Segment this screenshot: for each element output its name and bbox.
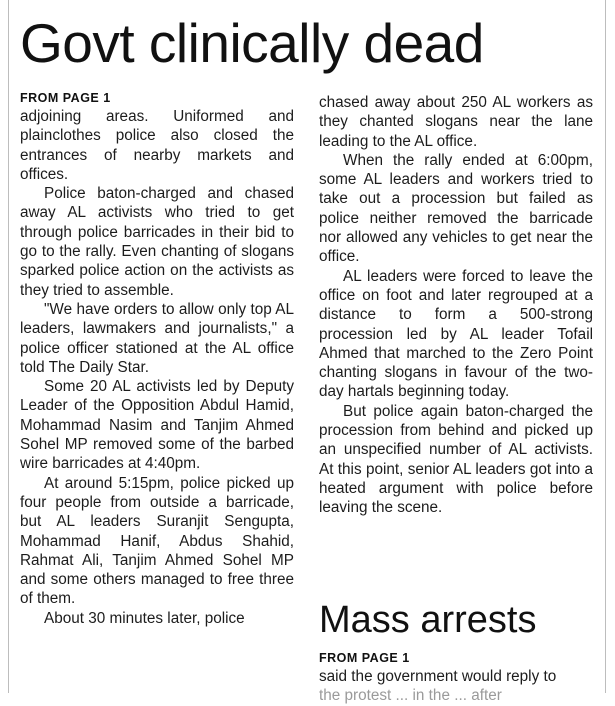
cut-off-line: the protest ... in the ... after bbox=[319, 687, 502, 705]
paragraph: chased away about 250 AL workers as they chanted slogans near the lane leading to the AL office. bbox=[319, 94, 593, 150]
paragraph: AL leaders were forced to leave the office on foot and later regrouped at a distance to form a 500-strong procession led by AL leader Tofail Ahmed that marched to the Zero Point chanting slogans in favour of the two-day hartals beginning today. bbox=[319, 267, 593, 401]
paragraph: "We have orders to allow only top AL leaders, lawmakers and journalists," a police officer stationed at the AL office told The Daily Star. bbox=[20, 300, 294, 376]
right-column bbox=[319, 93, 593, 518]
left-column bbox=[20, 90, 294, 628]
second-story-headline: Mass arrests bbox=[319, 599, 537, 641]
paragraph: But police again baton-charged the procession from behind and picked up an unspecified number of AL activists. At this point, senior AL leaders got into a heated argument with police before leaving the scene. bbox=[319, 402, 593, 517]
paragraph: Police baton-charged and chased away AL activists who tried to get through police barricades in their bid to go to the rally. Even chanting of slogans sparked police action on the activists as they tried to assemble. bbox=[20, 185, 294, 299]
from-page-label: FROM PAGE 1 bbox=[20, 91, 111, 105]
paragraph: Some 20 AL activists led by Deputy Leader of the Opposition Abdul Hamid, Mohammad Nasim and Tanjim Ahmed Sohel MP removed some of the barbed wire barricades at 4:40pm. bbox=[20, 378, 294, 473]
headline: Govt clinically dead bbox=[20, 12, 484, 74]
paragraph: At around 5:15pm, police picked up four people from outside a barricade, but AL leaders Suranjit Sengupta, Mohammad Hanif, Abdus Shahid, Rahmat Ali, Tanjim Ahmed Sohel MP and some others managed to free three of them. bbox=[20, 474, 294, 608]
paragraph: About 30 minutes later, police bbox=[44, 609, 245, 627]
paragraph: When the rally ended at 6:00pm, some AL leaders and workers tried to take out a procession but failed as police neither removed the barricade nor allowed any vehicles to get near the office. bbox=[319, 151, 593, 266]
paragraph: said the government would reply to bbox=[319, 668, 557, 685]
second-story-body bbox=[319, 650, 593, 706]
paragraph: adjoining areas. Uniformed and plainclothes police also closed the entrances of nearby markets and offices. bbox=[20, 108, 294, 183]
from-page-label: FROM PAGE 1 bbox=[319, 651, 410, 665]
